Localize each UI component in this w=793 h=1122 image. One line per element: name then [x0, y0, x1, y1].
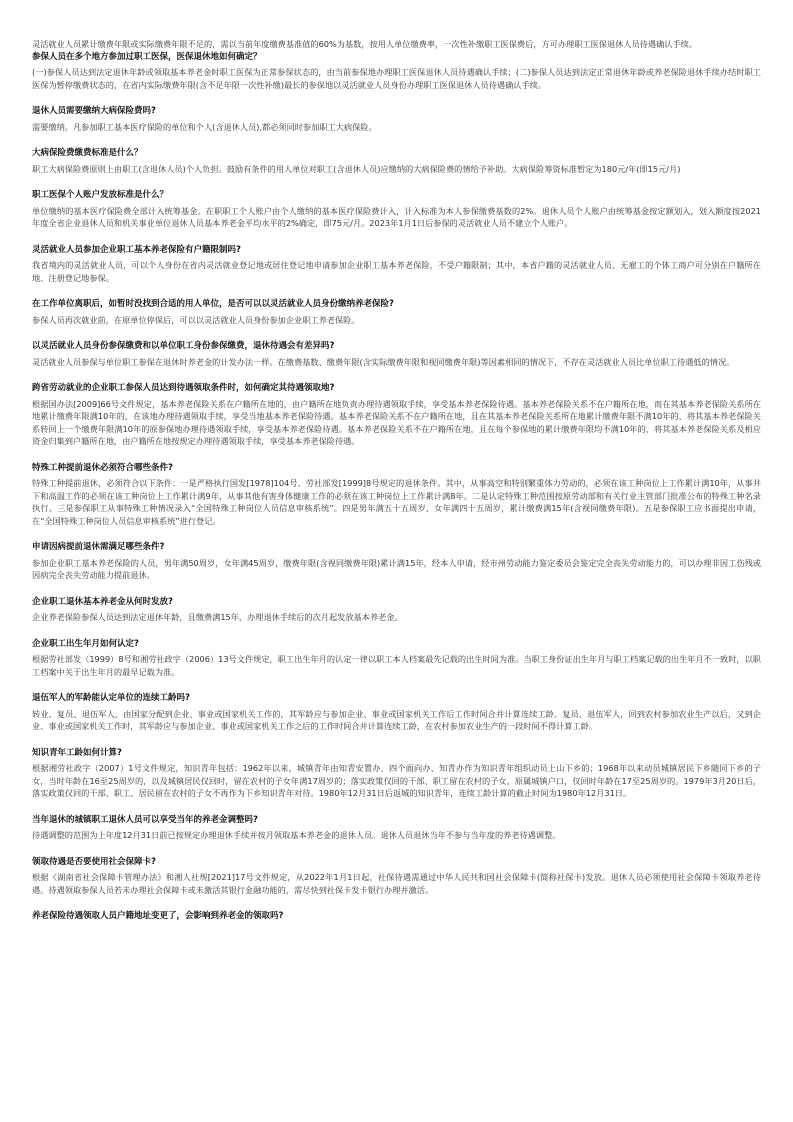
faq-answer: 根据湘劳社政字（2007）1号文件规定，知识青年包括：1962年以来，城镇青年由知青安置办、四个面向办、知青办作为知识青年组织动员上山下乡的；1968年以来动员城镇居民下乡随同下乡的子女，当时年龄在16至25周岁的，以及城镇居民仅回时，留在农村的子女年满17周岁的；落实政策仅回的干部、职工留在农村的子女，原属城镇户口，仅回时年龄在17至25周岁的。1979年3月20日后，落实政策仅回的干部、职工、居民留在农村的子女不再作为下乡知识青年对待。1980年12月31日后返城的知识青年，连续工龄计算的截止时间为1980年12月31日。 — [32, 763, 761, 798]
intro-paragraph: 灵活就业人员累计缴费年限或实际缴费年限不足的，需以当前年度缴费基准值的60%为基数，按用人单位缴费率，一次性补缴职工医保费后，方可办理职工医保退休人员待遇确认手续。 — [32, 39, 698, 49]
faq-question: 企业职工出生年月如何认定? — [32, 638, 139, 649]
faq-question: 企业职工退休基本养老金从何时发放? — [32, 596, 173, 607]
faq-item — [32, 541, 761, 582]
faq-question: 特殊工种提前退休必须符合哪些条件? — [32, 462, 173, 473]
faq-answer: 灵活就业人员参保与单位职工参保在退休时养老金的计发办法一样。在缴费基数、缴费年限(含实际缴费年限和视同缴费年限)等因素相同的情况下，不存在灵活就业人员比单位职工待遇低的情况。 — [32, 356, 735, 367]
faq-question: 退休人员需要缴纳大病保险费吗? — [32, 106, 156, 116]
faq-item — [32, 298, 761, 326]
faq-question: 退伍军人的军龄能认定单位的连续工龄吗? — [32, 693, 190, 703]
faq-answer: 根据劳社部发（1999）8号和湘劳社政字（2006）13号文件规定，职工出生年月的认定一律以职工本人档案最先记载的出生时间为准。当职工身份证出生年月与职工档案记载的出生年月不一致时，以职工档案中关于出生年月的最早记载为准。 — [32, 654, 761, 677]
faq-item — [32, 462, 761, 528]
faq-question: 以灵活就业人员身份参保缴费和以单位职工身份参保缴费，退休待遇会有差异吗? — [32, 341, 335, 351]
faq-question: 养老保险待遇领取人员户籍地址变更了，会影响到养老金的领取吗? — [32, 911, 284, 921]
faq-item — [32, 340, 761, 368]
faq-item — [32, 382, 761, 448]
faq-question: 职工医保个人账户发放标准是什么？ — [32, 190, 169, 200]
faq-answer: 待遇调整的范围为上年度12月31日前已按规定办理退休手续并按月领取基本养老金的退休人员。退休人员退休当年不参与当年度的养老待遇调整。 — [32, 830, 561, 840]
faq-item — [32, 147, 761, 175]
faq-question: 大病保险费缴费标准是什么？ — [32, 148, 143, 158]
faq-question: 领取待遇是否要使用社会保障卡? — [32, 856, 156, 867]
faq-item — [32, 692, 761, 733]
faq-question: 跨省劳动就业的企业职工参保人员达到待遇领取条件时，如何确定其待遇领取地? — [32, 383, 335, 393]
faq-question: 知识青年工龄如何计算? — [32, 747, 122, 758]
faq-list — [32, 51, 761, 923]
faq-item — [32, 638, 761, 679]
faq-answer: 职工大病保险费原则上由职工(含退休人员)个人负担。鼓励有条件的用人单位对职工(含退休人员)应缴纳的大病保险费的情给予补助。大病保险筹资标准暂定为180元/年(即15元/月) — [32, 163, 681, 174]
faq-answer: 根据国办法[2009]66号文件规定，基本养老保险关系在户籍所在地的，由户籍所在地负责办理待遇领取手续，享受基本养老保险待遇。基本养老保险关系不在户籍所在地，而在其基本养老保险关系所在地累计缴费年限满10年的，在该地办理待遇领取手续，享受当地基本养老保险待遇。基本养老保险关系不在户籍所在地，且在其基本养老保险关系所在地累计缴费年限不满10年的，将其基本养老保险关系转回上一个缴费年限满10年的原参保地办理待遇领取手续，享受基本养老保险待遇。基本养老保险关系不在户籍所在地，且在每个参保地的累计缴费年限均不满10年的，将其基本养老保险关系及相应资金归集到户籍所在地，由户籍所在地按规定办理待遇领取手续，享受基本养老保险待遇。 — [32, 398, 761, 446]
faq-question: 灵活就业人员参加企业职工基本养老保险有户籍限制吗? — [32, 244, 241, 255]
faq-answer: 企业养老保险参保人员达到法定退休年龄，且缴费满15年，办理退休手续后的次月起发放基本养老金。 — [32, 612, 403, 622]
faq-item — [32, 747, 761, 800]
faq-answer: 根据《湖南省社会保障卡管理办法》和湘人社规[2021]17号文件规定，从2022年1月1日起，社保待遇需通过中华人民共和国社会保障卡(简称社保卡)发放。退休人员必须使用社会保障卡领取养老待遇。待遇领取参保人员若未办理社会保障卡或未激活其银行金融功能的，需尽快到社保卡发卡银行办理并激活。 — [32, 872, 761, 895]
faq-answer: 参保人员再次就业前，在原单位停保后，可以以灵活就业人员身份参加企业职工养老保险。 — [32, 314, 360, 325]
faq-item — [32, 856, 761, 897]
faq-answer: 单位缴纳的基本医疗保险费全部计入统筹基金。在职职工个人账户由个人缴纳的基本医疗保险费计入，计入标准为本人参保缴费基数的2%。退休人员个人账户由统筹基金按定额划入，划入额度按2021年度全省企业退休人员和机关事业单位退休人员基本养老金平均水平的2%确定，即75元/月。2023年1月1日后参保的灵活就业人员不建立个人账户。 — [32, 205, 761, 228]
faq-item — [32, 910, 761, 923]
faq-answer: 转业、复员、退伍军人，由国家分配到企业、事业或国家机关工作的，其军龄应与参加企业、事业或国家机关工作后工作时间合并计算连续工龄。复员、退伍军人，回到农村参加农业生产以后，又到企业、事业或国家机关工作时，其军龄应与参加企业、事业或国家机关工作之后的工作时间合并计算连续工龄，在农村参加农业生产的一段时间不得计算工龄。 — [32, 708, 761, 731]
faq-item — [32, 814, 761, 842]
faq-item — [32, 105, 761, 133]
faq-item — [32, 596, 761, 624]
faq-question: 当年退休的城镇职工退休人员可以享受当年的养老金调整吗? — [32, 814, 258, 825]
faq-item — [32, 244, 761, 285]
faq-item — [32, 51, 761, 92]
faq-answer: 我省境内的灵活就业人员，可以个人身份在省内灵活就业登记地或居住登记地申请参加企业职工基本养老保险，不受户籍限制；其中，本省户籍的灵活就业人员、无雇工的个体工商户可分别在户籍所在地、注册登记地参保。 — [32, 260, 761, 283]
faq-answer: (一)参保人员达到法定退休年龄或领取基本养老金时职工医保为正常参保状态的，由当前参保地办理职工医保退休人员待遇确认手续；(二)参保人员达到法定正常退休年龄或养老保险退休手续办结时职工医保为暂停缴费状态的，在省内实际缴费年限(含不足年限一次性补缴)最长的参保地以灵活就业人员身份办理职工医保退休人员待遇确认手续。 — [32, 67, 761, 90]
faq-answer: 参加企业职工基本养老保险的人员，男年满50周岁，女年满45周岁，缴费年限(含视同缴费年限)累计满15年，经本人申请，经市州劳动能力鉴定委员会鉴定完全丧失劳动能力的，可以办理非因工伤残或因病完全丧失劳动能力提前退休。 — [32, 557, 761, 580]
faq-question: 在工作单位离职后，如暂时没找到合适的用人单位，是否可以以灵活就业人员身份缴纳养老保险? — [32, 299, 394, 309]
faq-answer: 需要缴纳。凡参加职工基本医疗保险的单位和个人(含退休人员),都必须同时参加职工大病保险。 — [32, 121, 377, 132]
faq-answer: 特殊工种提前退休，必须符合以下条件：一是严格执行国发[1978]104号、劳社部发[1999]8号规定的退休条件。其中，从事高空和特别繁重体力劳动的，必须在该工种岗位上工作累计满10年，从事井下和高温工作的必须在该工种岗位上工作累计满9年，从事其他有害身体健康工作的必须在该工种岗位上工作累计满8年。二是认定特殊工种范围按原劳动部和有关行业主管部门批准公布的特殊工种名录执行。三是参保职工从事特殊工种情况录入“全国特殊工种岗位人员信息审核系统”。四是男年满五十五周岁、女年满四十五周岁，累计缴费满15年(含视同缴费年限)。五是参保职工应书面提出申请，在“全国特殊工种岗位人员信息审核系统”进行登记。 — [32, 478, 761, 526]
faq-item — [32, 189, 761, 230]
faq-question: 参保人员在多个地方参加过职工医保，医保退休地如何确定？ — [32, 51, 262, 62]
faq-question: 申请因病提前退休需满足哪些条件? — [32, 542, 165, 552]
